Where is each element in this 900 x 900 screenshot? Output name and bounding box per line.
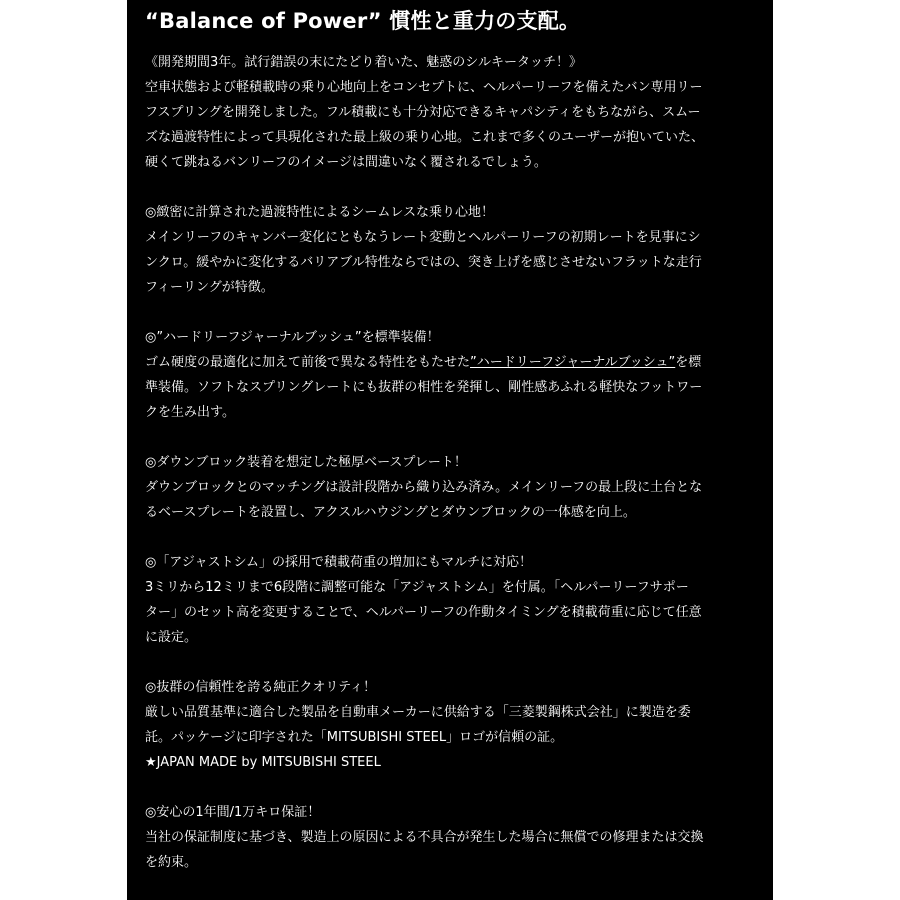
section-line: ★JAPAN MADE by MITSUBISHI STEEL bbox=[145, 755, 381, 770]
section-baseplate bbox=[145, 450, 757, 525]
bushing-link[interactable]: ”ハードリーフジャーナルブッシュ” bbox=[470, 355, 676, 370]
section-heading: ◎安心の1年間/1万キロ保証！ bbox=[145, 805, 321, 820]
section-line: ター」のセット高を変更することで、ヘルパーリーフの作動タイミングを積載荷重に応じて任意 bbox=[145, 605, 702, 620]
section-transition bbox=[145, 200, 757, 300]
section-line: るベースプレートを設置し、アクスルハウジングとダウンブロックの一体感を向上。 bbox=[145, 505, 636, 520]
intro-paragraph bbox=[145, 50, 757, 175]
intro-line: 空車状態および軽積載時の乗り心地向上をコンセプトに、ヘルパーリーフを備えたバン専用リー bbox=[145, 80, 703, 95]
intro-line: フスプリングを開発しました。フル積載にも十分対応できるキャパシティをもちながら、スムー bbox=[145, 105, 701, 120]
section-line: フィーリングが特徴。 bbox=[145, 280, 274, 295]
section-heading: ◎ダウンブロック装着を想定した極厚ベースプレート！ bbox=[145, 455, 467, 470]
intro-line: 《開発期間3年。試行錯誤の末にたどり着いた、魅惑のシルキータッチ！》 bbox=[145, 55, 582, 70]
section-line: 3ミリから12ミリまで6段階に調整可能な「アジャストシム」を付属。「ヘルパーリーフサポー bbox=[145, 580, 689, 595]
section-line: を約束。 bbox=[145, 855, 198, 870]
page-title: “Balance of Power” 慣性と重力の支配。 bbox=[145, 9, 581, 33]
section-text: ゴム硬度の最適化に加えて前後で異なる特性をもたせた bbox=[145, 355, 471, 370]
section-heading: ◎”ハードリーフジャーナルブッシュ”を標準装備！ bbox=[145, 330, 440, 345]
section-line: クを生み出す。 bbox=[145, 405, 235, 420]
section-line bbox=[145, 350, 757, 375]
intro-line: ズな過渡特性によって具現化された最上級の乗り心地。これまで多くのユーザーが抱いていた、 bbox=[145, 130, 705, 145]
section-heading: ◎抜群の信頼性を誇る純正クオリティ！ bbox=[145, 680, 377, 695]
section-warranty bbox=[145, 800, 757, 875]
section-line: メインリーフのキャンバー変化にともなうレート変動とヘルパーリーフの初期レートを見事にシ bbox=[145, 230, 701, 245]
section-text: を標 bbox=[675, 355, 702, 370]
section-line: に設定。 bbox=[145, 630, 198, 645]
section-line: 託。パッケージに印字された「MITSUBISHI STEEL」ロゴが信頼の証。 bbox=[145, 730, 564, 745]
description-panel bbox=[127, 0, 773, 900]
section-line: 当社の保証制度に基づき、製造上の原因による不具合が発生した場合に無償での修理または交換 bbox=[145, 830, 704, 845]
section-line: 準装備。ソフトなスプリングレートにも抜群の相性を発揮し、剛性感あふれる軽快なフットワー bbox=[145, 380, 703, 395]
section-line: 厳しい品質基準に適合した製品を自動車メーカーに供給する「三菱製鋼株式会社」に製造を委 bbox=[145, 705, 691, 720]
intro-line: 硬くて跳ねるバンリーフのイメージは間違いなく覆されるでしょう。 bbox=[145, 155, 547, 170]
section-heading: ◎緻密に計算された過渡特性によるシームレスな乗り心地！ bbox=[145, 205, 494, 220]
section-quality bbox=[145, 675, 757, 775]
section-bushing bbox=[145, 325, 757, 425]
section-line: ダウンブロックとのマッチングは設計段階から織り込み済み。メインリーフの最上段に土台とな bbox=[145, 480, 703, 495]
section-adjust-shim bbox=[145, 550, 757, 650]
section-heading: ◎「アジャストシム」の採用で積載荷重の増加にもマルチに対応！ bbox=[145, 555, 533, 570]
section-line: ンクロ。緩やかに変化するバリアブル特性ならではの、突き上げを感じさせないフラットな走行 bbox=[145, 255, 702, 270]
